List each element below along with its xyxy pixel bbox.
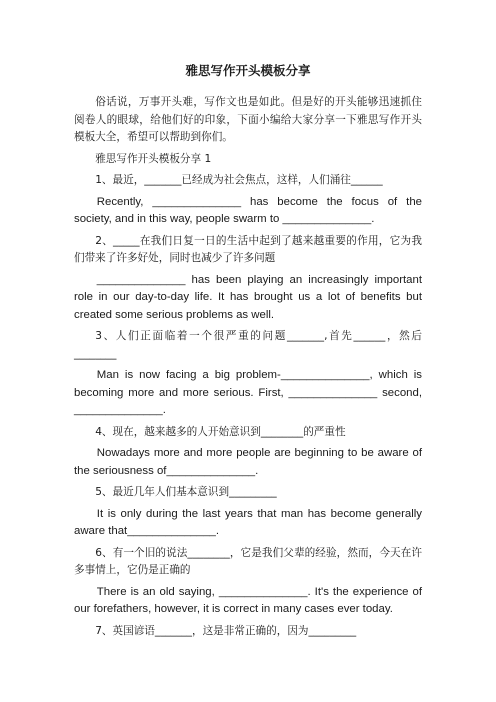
chinese-paragraph: 3、人们正面临着一个很严重的问题_______,首先______，然后________: [74, 330, 422, 360]
chinese-paragraph: 2、_____在我们日复一日的生活中起到了越来越重要的作用，它为我们带来了许多好处，同时也减少了许多问题: [74, 234, 422, 264]
english-paragraph: Nowadays more and more people are beginning to be aware of the seriousness of______________.: [74, 447, 422, 477]
chinese-paragraph: 5、最近几年人们基本意识到_________: [95, 486, 277, 498]
english-paragraph: Man is now facing a big problem-______________, which is becoming more and more serious. First, ______________ second, ______________.: [74, 369, 422, 416]
english-paragraph: ______________ has been playing an increasingly important role in our day-to-day life. It has brought us a lot of benefits but created some serious problems as well.: [74, 273, 422, 321]
english-paragraph: Recently, ______________ has become the focus of the society, and in this way, people swarm to ______________.: [74, 195, 422, 225]
document-title: 雅思写作开头模板分享: [185, 63, 311, 78]
english-paragraph: There is an old saying, ______________. It's the experience of our forefathers, however, it is correct in many cases ever today.: [74, 585, 422, 615]
chinese-paragraph: 1、最近，_______已经成为社会焦点，这样，人们涌往______: [95, 174, 383, 186]
chinese-paragraph: 俗话说，万事开头难，写作文也是如此。但是好的开头能够迅速抓住阅卷人的眼球，给他们好的印象，下面小编给大家分享一下雅思写作开头模板大全，希望可以帮助到你们。: [74, 96, 422, 143]
chinese-paragraph: 7、英国谚语_______，这是非常正确的，因为_________: [95, 624, 357, 637]
chinese-paragraph: 6、有一个旧的说法________，它是我们父辈的经验，然而，今天在许多事情上，它仍是正确的: [74, 546, 422, 576]
chinese-paragraph: 雅思写作开头模板分享 1: [95, 152, 212, 165]
english-paragraph: It is only during the last years that man has become generally aware that______________.: [74, 507, 422, 537]
document-body: [74, 94, 422, 644]
chinese-paragraph: 4、现在，越来越多的人开始意识到________的严重性: [95, 425, 346, 438]
